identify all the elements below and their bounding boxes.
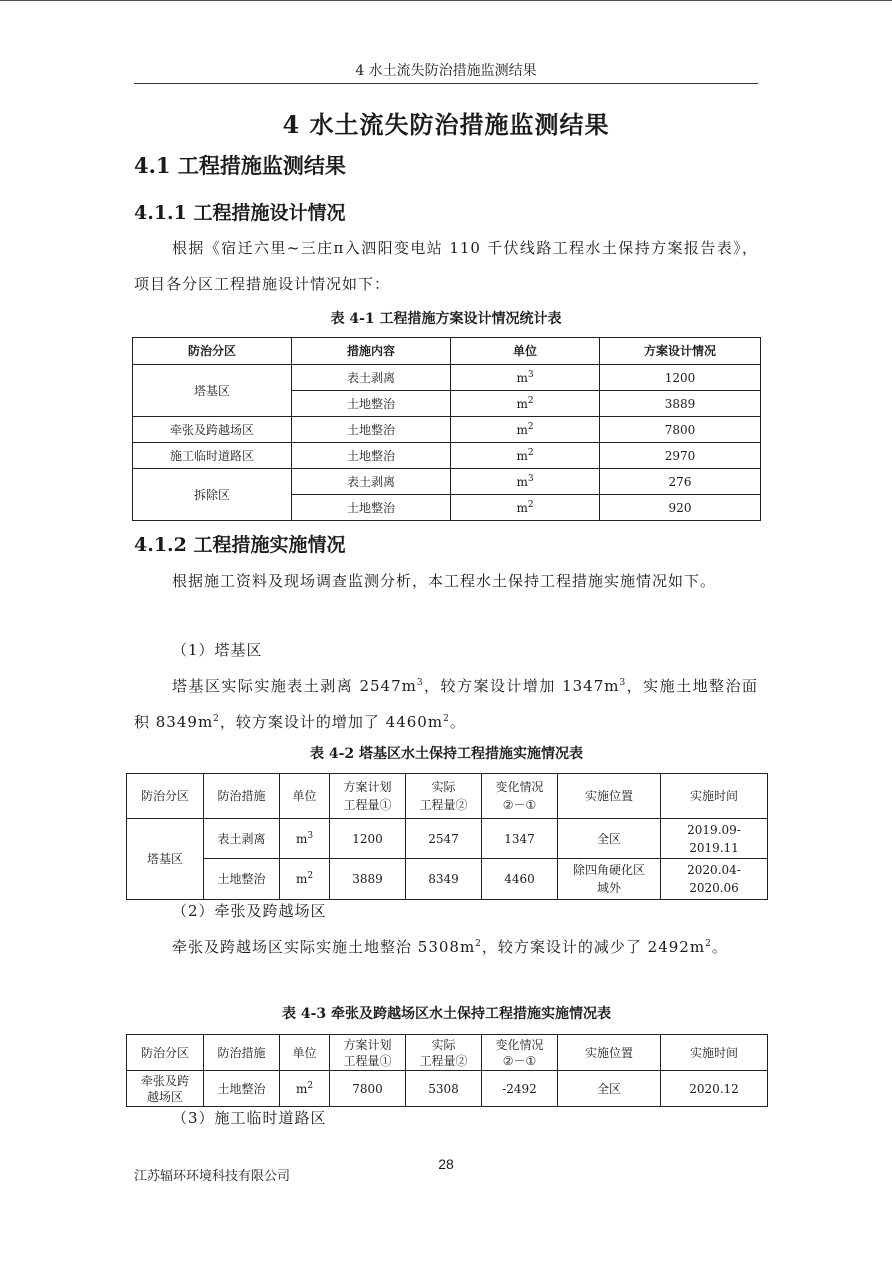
planned-cell: 7800 <box>330 1071 406 1107</box>
zone-cell: 施工临时道路区 <box>133 443 292 469</box>
page-number: 28 <box>438 1156 454 1172</box>
actual-cell: 5308 <box>406 1071 482 1107</box>
section-4-1-1-paragraph: 根据《宿迁六里~三庄π入泗阳变电站 110 千伏线路工程水土保持方案报告表》，项目各分区工程措施设计情况如下： <box>134 239 758 293</box>
header-cell: 防治措施 <box>204 1035 280 1071</box>
unit-cell: $m^2$ <box>451 495 600 521</box>
unit-cell: $m^2$ <box>280 859 330 900</box>
value-cell: 276 <box>600 469 761 495</box>
header-cell: 防治措施 <box>204 774 280 819</box>
zone-cell: 塔基区 <box>133 365 292 417</box>
table-header-row <box>127 1035 768 1071</box>
running-header: 4 水土流失防治措施监测结果 <box>355 63 537 79</box>
unit-cell: $m^2$ <box>451 391 600 417</box>
table-4-1 <box>132 337 761 521</box>
header-cell: 实施位置 <box>558 774 661 819</box>
zone-cell: 牵张及跨 越场区 <box>127 1071 204 1107</box>
header-cell: 方案设计情况 <box>600 338 761 365</box>
header-cell: 变化情况 ②－① <box>482 774 558 819</box>
header-cell: 防治分区 <box>127 1035 204 1071</box>
change-cell: 4460 <box>482 859 558 900</box>
location-cell: 全区 <box>558 819 661 859</box>
top-border-line <box>0 0 892 1</box>
measure-cell: 表土剥离 <box>204 819 280 859</box>
footer-company: 江苏辐环环境科技有限公司 <box>134 1169 291 1184</box>
zone-cell: 牵张及跨越场区 <box>133 417 292 443</box>
header-cell: 方案计划 工程量① <box>330 1035 406 1071</box>
measure-cell: 土地整治 <box>292 495 451 521</box>
section-4-1-2-heading: 4.1.2 工程措施实施情况 <box>134 534 346 556</box>
table-4-3-caption: 表 4-3 牵张及跨越场区水土保持工程措施实施情况表 <box>281 1006 612 1022</box>
measure-cell: 土地整治 <box>292 443 451 469</box>
measure-cell: 土地整治 <box>292 391 451 417</box>
header-cell: 变化情况 ②－① <box>482 1035 558 1071</box>
subsection-temp-road-heading: （3）施工临时道路区 <box>172 1109 327 1127</box>
table-row <box>133 417 761 443</box>
actual-cell: 2547 <box>406 819 482 859</box>
measure-cell: 土地整治 <box>204 859 280 900</box>
header-cell: 单位 <box>280 1035 330 1071</box>
planned-cell: 3889 <box>330 859 406 900</box>
planned-cell: 1200 <box>330 819 406 859</box>
value-cell: 2970 <box>600 443 761 469</box>
section-4-1-2-paragraph: 根据施工资料及现场调查监测分析，本工程水土保持工程措施实施情况如下。 <box>172 572 717 590</box>
change-cell: -2492 <box>482 1071 558 1107</box>
location-cell: 全区 <box>558 1071 661 1107</box>
table-header-row <box>133 338 761 365</box>
table-header-row <box>127 774 768 819</box>
table-4-2 <box>126 773 768 900</box>
table-row <box>127 819 768 859</box>
unit-cell: $m^3$ <box>280 819 330 859</box>
measure-cell: 表土剥离 <box>292 365 451 391</box>
table-4-3 <box>126 1034 768 1107</box>
time-cell: 2020.12 <box>661 1071 768 1107</box>
header-cell: 措施内容 <box>292 338 451 365</box>
chapter-title: 4 水土流失防治措施监测结果 <box>282 110 610 139</box>
unit-cell: $m^3$ <box>451 365 600 391</box>
measure-cell: 土地整治 <box>292 417 451 443</box>
table-4-1-caption: 表 4-1 工程措施方案设计情况统计表 <box>330 311 562 327</box>
header-cell: 实施时间 <box>661 1035 768 1071</box>
table-row <box>133 443 761 469</box>
value-cell: 3889 <box>600 391 761 417</box>
header-cell: 实际 工程量② <box>406 1035 482 1071</box>
value-cell: 1200 <box>600 365 761 391</box>
unit-cell: $m^3$ <box>451 469 600 495</box>
time-cell: 2020.04- 2020.06 <box>661 859 768 900</box>
subsection-tower-base-heading: （1）塔基区 <box>172 641 263 659</box>
table-4-2-caption: 表 4-2 塔基区水土保持工程措施实施情况表 <box>309 746 584 762</box>
measure-cell: 土地整治 <box>204 1071 280 1107</box>
time-cell: 2019.09- 2019.11 <box>661 819 768 859</box>
table-row <box>133 469 761 495</box>
location-cell: 除四角硬化区 域外 <box>558 859 661 900</box>
change-cell: 1347 <box>482 819 558 859</box>
table-row <box>127 1071 768 1107</box>
header-cell: 单位 <box>451 338 600 365</box>
header-cell: 防治分区 <box>133 338 292 365</box>
table-row <box>133 365 761 391</box>
subsection-tower-base-paragraph: 塔基区实际实施表土剥离 $2547m^3$，较方案设计增加 $1347m^3$，实施土地整治面积 $8349m^2$，较方案设计的增加了 $4460m^2$。 <box>134 677 758 731</box>
actual-cell: 8349 <box>406 859 482 900</box>
section-4-1-1-heading: 4.1.1 工程措施设计情况 <box>134 202 346 224</box>
subsection-tension-heading: （2）牵张及跨越场区 <box>172 902 327 920</box>
header-cell: 实施位置 <box>558 1035 661 1071</box>
table-row <box>127 859 768 900</box>
measure-cell: 表土剥离 <box>292 469 451 495</box>
value-cell: 920 <box>600 495 761 521</box>
unit-cell: $m^2$ <box>451 417 600 443</box>
header-cell: 实施时间 <box>661 774 768 819</box>
header-cell: 方案计划 工程量① <box>330 774 406 819</box>
zone-cell: 塔基区 <box>127 819 204 900</box>
header-cell: 单位 <box>280 774 330 819</box>
zone-cell: 拆除区 <box>133 469 292 521</box>
section-4-1-heading: 4.1 工程措施监测结果 <box>134 153 346 178</box>
subsection-tension-paragraph: 牵张及跨越场区实际实施土地整治 $5308m^2$，较方案设计的减少了 $2492m^2$。 <box>172 938 728 956</box>
header-cell: 实际 工程量② <box>406 774 482 819</box>
unit-cell: $m^2$ <box>280 1071 330 1107</box>
value-cell: 7800 <box>600 417 761 443</box>
header-rule <box>134 83 758 84</box>
unit-cell: $m^2$ <box>451 443 600 469</box>
header-cell: 防治分区 <box>127 774 204 819</box>
